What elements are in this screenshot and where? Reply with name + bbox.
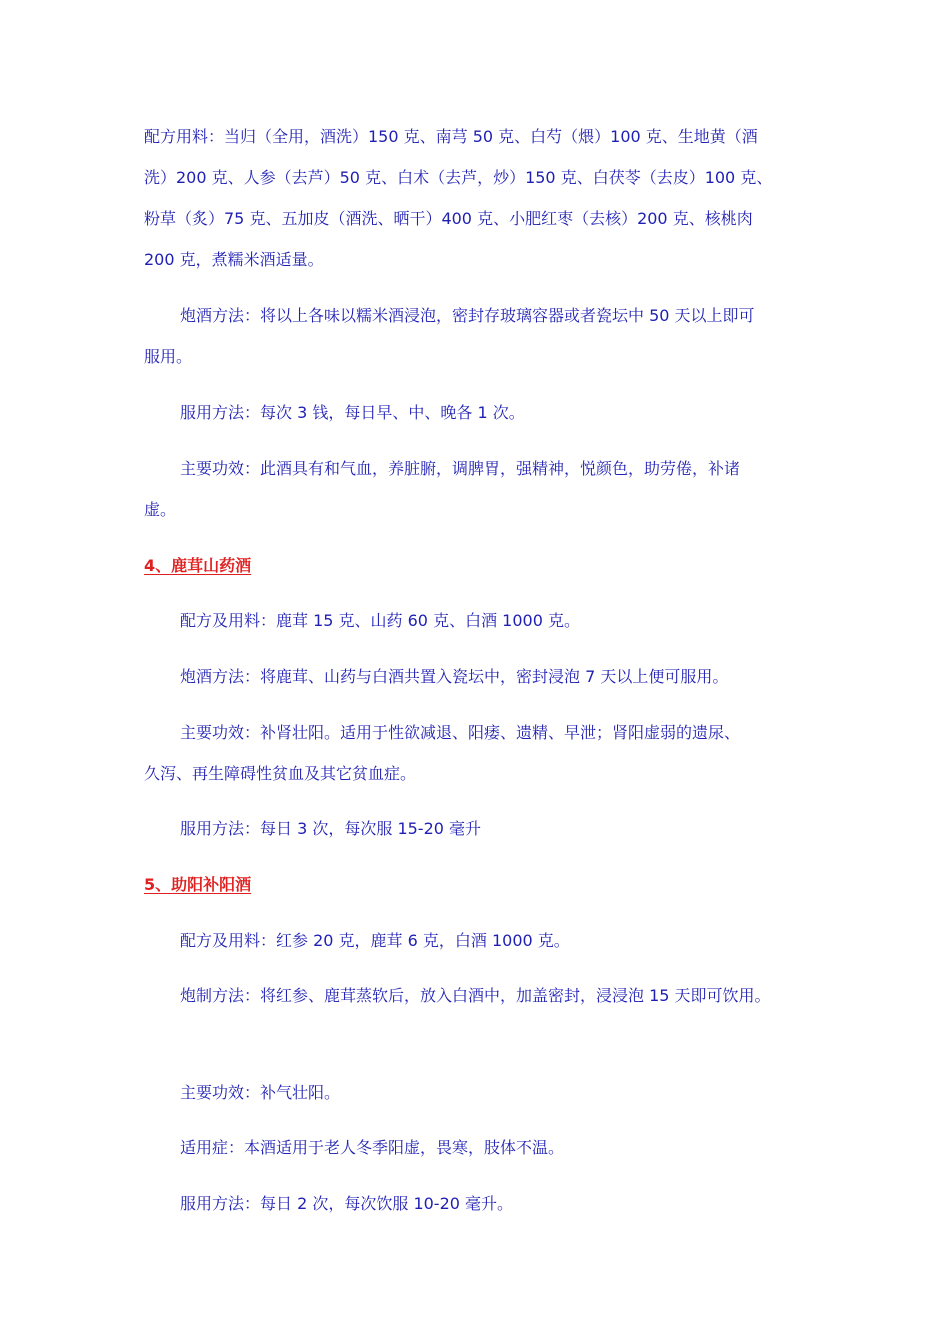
- s4-effect-line-2: 久泻、再生障碍性贫血及其它贫血症。: [144, 764, 417, 783]
- s4-effect-line-1: 主要功效：补肾壮阳。适用于性欲减退、阳痿、遗精、早泄；肾阳虚弱的遗尿、: [180, 723, 741, 742]
- s3-method-line-1: 炮酒方法：将以上各味以糯米酒浸泡，密封存玻璃容器或者瓷坛中 50 天以上即可: [180, 306, 755, 325]
- s4-ingredients: 配方及用料：鹿茸 15 克、山药 60 克、白酒 1000 克。: [180, 611, 580, 630]
- s5-method: 炮制方法：将红参、鹿茸蒸软后，放入白酒中，加盖密封，浸浸泡 15 天即可饮用。: [180, 986, 771, 1005]
- s5-effect: 主要功效：补气壮阳。: [180, 1083, 341, 1102]
- s3-ingredients-line-1: 配方用料：当归（全用，酒洗）150 克、南芎 50 克、白芍（煨）100 克、生地黄（酒: [144, 127, 758, 146]
- s4-method: 炮酒方法：将鹿茸、山药与白酒共置入瓷坛中，密封浸泡 7 天以上便可服用。: [180, 667, 729, 686]
- s3-method-line-2: 服用。: [144, 347, 193, 366]
- s3-effect-line-1: 主要功效：此酒具有和气血，养脏腑，调脾胃，强精神，悦颜色，助劳倦，补诸: [180, 459, 741, 478]
- s5-indication: 适用症：本酒适用于老人冬季阳虚，畏寒，肢体不温。: [180, 1138, 565, 1157]
- s3-effect-line-2: 虚。: [144, 500, 177, 519]
- section-5-heading: 5、助阳补阳酒: [144, 875, 252, 894]
- s3-usage: 服用方法：每次 3 钱，每日早、中、晚各 1 次。: [180, 403, 525, 422]
- s5-usage: 服用方法：每日 2 次，每次饮服 10-20 毫升。: [180, 1194, 514, 1213]
- s5-ingredients: 配方及用料：红参 20 克，鹿茸 6 克，白酒 1000 克。: [180, 931, 570, 950]
- s4-usage: 服用方法：每日 3 次，每次服 15-20 毫升: [180, 819, 482, 838]
- s3-ingredients-line-2: 洗）200 克、人参（去芦）50 克、白术（去芦，炒）150 克、白茯苓（去皮）100 克、: [144, 168, 773, 187]
- section-4-heading: 4、鹿茸山药酒: [144, 556, 252, 575]
- s3-ingredients-line-3: 粉草（炙）75 克、五加皮（酒洗、晒干）400 克、小肥红枣（去核）200 克、核桃肉: [144, 209, 753, 228]
- s3-ingredients-line-4: 200 克，煮糯米酒适量。: [144, 250, 324, 269]
